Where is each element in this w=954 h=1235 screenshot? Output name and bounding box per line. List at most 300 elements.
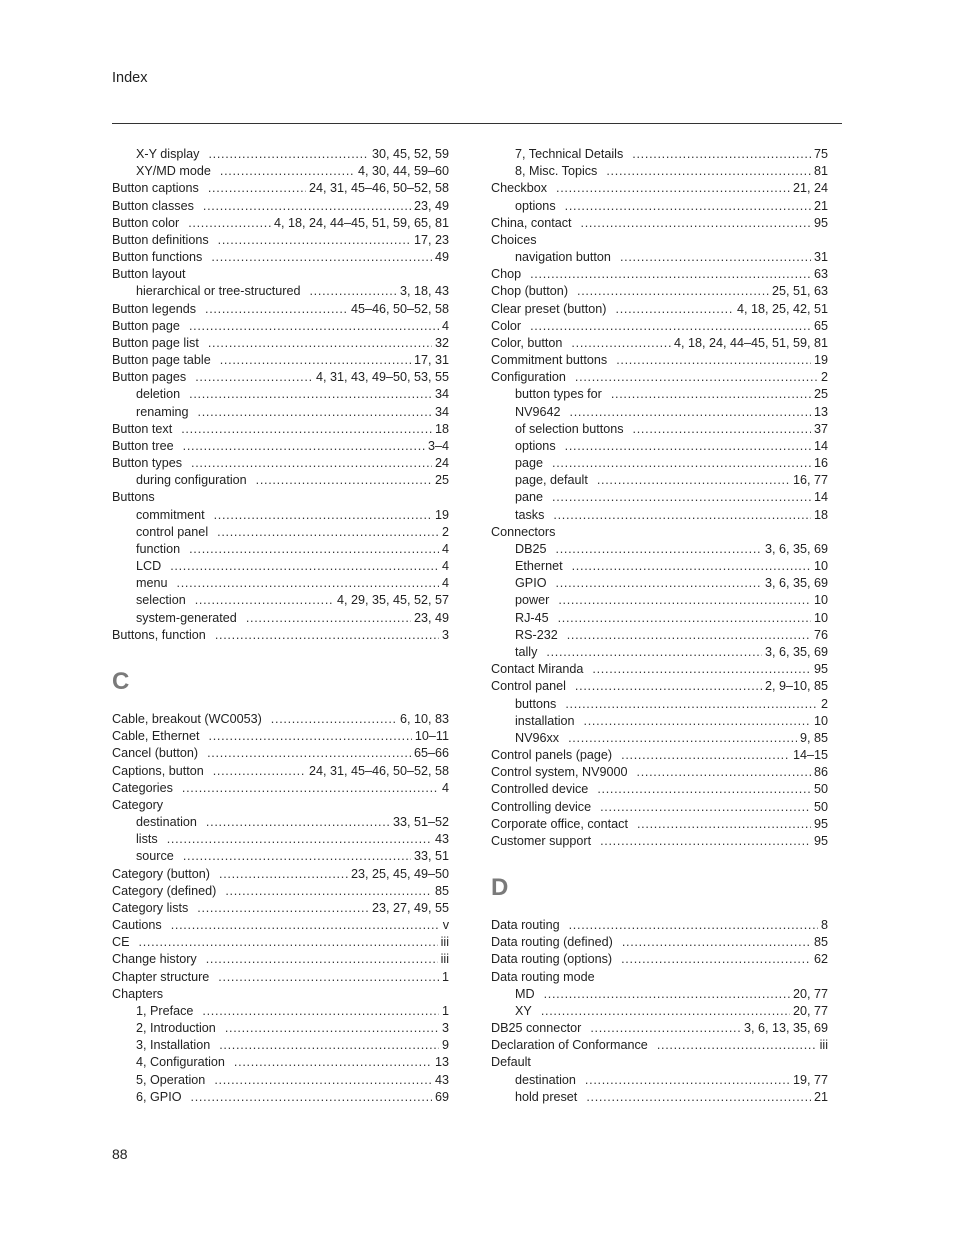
index-page-refs: 49 [434, 250, 449, 265]
index-page-refs: iii [819, 1038, 828, 1053]
dot-leader [219, 1037, 439, 1054]
dot-leader [581, 215, 811, 232]
dot-leader [620, 249, 811, 266]
index-page-refs: 6, 10, 83 [399, 711, 449, 726]
index-term: DB25 connector [491, 1021, 582, 1036]
index-entry [491, 1054, 828, 1071]
dot-leader [234, 1054, 432, 1071]
index-page-refs: 95 [813, 215, 828, 230]
dot-leader [565, 198, 811, 215]
index-term: Chop [491, 267, 522, 282]
index-term: control panel [136, 524, 209, 539]
index-subentry [491, 610, 828, 627]
dot-leader [205, 301, 348, 318]
index-entry [112, 627, 449, 644]
dot-leader [586, 1089, 811, 1106]
index-entry [491, 283, 828, 300]
index-entry [112, 763, 449, 780]
dot-leader [203, 198, 411, 215]
index-entry [491, 1037, 828, 1054]
index-entry [112, 969, 449, 986]
index-term: Default [491, 1055, 531, 1070]
dot-leader [575, 678, 762, 695]
index-page-refs: 20, 77 [792, 1003, 828, 1018]
index-page-refs: 20, 77 [792, 986, 828, 1001]
index-page-refs: 62 [813, 952, 828, 967]
index-term: Control panels (page) [491, 748, 613, 763]
index-term: Button layout [112, 267, 186, 282]
index-subentry [112, 848, 449, 865]
index-term: Button tree [112, 438, 174, 453]
index-subentry [112, 1020, 449, 1037]
index-entry [491, 1020, 828, 1037]
index-entry [112, 249, 449, 266]
index-term: Category (button) [112, 866, 211, 881]
index-term: deletion [136, 387, 181, 402]
index-entry [491, 180, 828, 197]
index-entry [491, 301, 828, 318]
index-entry [491, 266, 828, 283]
index-entry [112, 215, 449, 232]
index-page-refs: 24, 31, 45–46, 50–52, 58 [308, 181, 449, 196]
index-subentry [491, 404, 828, 421]
dot-leader [556, 180, 790, 197]
index-term: 5, Operation [136, 1072, 206, 1087]
index-term: hold preset [515, 1089, 578, 1104]
index-entry [491, 764, 828, 781]
section-letter: D [491, 874, 509, 902]
index-page-refs: 95 [813, 833, 828, 848]
dot-leader [167, 831, 432, 848]
index-page-refs: 19, 77 [792, 1072, 828, 1087]
index-term: Button page table [112, 353, 211, 368]
dot-leader [606, 163, 811, 180]
index-subentry [112, 541, 449, 558]
dot-leader [217, 524, 439, 541]
index-term: Change history [112, 952, 197, 967]
index-entry [491, 969, 828, 986]
index-page-refs: 50 [813, 782, 828, 797]
index-term: Controlled device [491, 782, 589, 797]
dot-leader [616, 301, 734, 318]
index-term: 6, GPIO [136, 1089, 182, 1104]
index-page-refs: 37 [813, 421, 828, 436]
index-page-refs: 23, 49 [413, 610, 449, 625]
index-entry [112, 797, 449, 814]
index-term: tally [515, 644, 538, 659]
index-entry [112, 986, 449, 1003]
index-subentry [112, 163, 449, 180]
dot-leader [195, 369, 313, 386]
index-term: XY/MD mode [136, 164, 211, 179]
index-entry [491, 833, 828, 850]
index-term: 4, Configuration [136, 1055, 225, 1070]
index-page-refs: 23, 25, 45, 49–50 [350, 866, 449, 881]
index-entry [112, 455, 449, 472]
index-term: Checkbox [491, 181, 548, 196]
index-term: Customer support [491, 833, 592, 848]
dot-leader [544, 986, 790, 1003]
index-entry [112, 711, 449, 728]
index-subentry [112, 472, 449, 489]
index-term: Corporate office, contact [491, 816, 628, 831]
index-column-left [112, 146, 449, 1106]
index-page-refs: 24, 31, 45–46, 50–52, 58 [308, 763, 449, 778]
index-term: Connectors [491, 524, 556, 539]
index-term: system-generated [136, 610, 237, 625]
index-page-refs: 23, 49 [413, 198, 449, 213]
index-term: Choices [491, 232, 537, 247]
dot-leader [585, 1072, 790, 1089]
index-term: Chop (button) [491, 284, 569, 299]
index-entry [112, 780, 449, 797]
index-entry [112, 335, 449, 352]
index-page-refs: 10–11 [414, 729, 449, 744]
dot-leader [621, 747, 790, 764]
index-term: Data routing (defined) [491, 935, 613, 950]
index-page-refs: 1 [441, 1003, 449, 1018]
dot-leader [220, 352, 411, 369]
index-page-refs: 8 [820, 918, 828, 933]
index-subentry [491, 730, 828, 747]
index-term: Data routing (options) [491, 952, 613, 967]
index-term: Chapter structure [112, 969, 210, 984]
index-subentry [491, 438, 828, 455]
dot-leader [177, 575, 439, 592]
index-term: MD [515, 986, 535, 1001]
dot-leader [600, 799, 811, 816]
index-term: Color, button [491, 335, 563, 350]
dot-leader [558, 610, 811, 627]
dot-leader [541, 1003, 790, 1020]
index-subentry [491, 713, 828, 730]
index-subentry [491, 472, 828, 489]
index-page-refs: 14–15 [792, 748, 828, 763]
index-term: page [515, 456, 544, 471]
dot-leader [182, 780, 439, 797]
index-page-refs: 81 [813, 164, 828, 179]
index-term: destination [136, 815, 197, 830]
dot-leader [575, 369, 818, 386]
index-page-refs: 4, 18, 24, 44–45, 51, 59, 65, 81 [273, 215, 449, 230]
index-entry [491, 816, 828, 833]
index-term: buttons [515, 696, 557, 711]
index-term: Category lists [112, 900, 189, 915]
index-page-refs: 43 [434, 832, 449, 847]
index-term: of selection buttons [515, 421, 624, 436]
index-page-refs: 4 [441, 559, 449, 574]
index-page-refs: 2 [820, 370, 828, 385]
index-page-refs: iii [440, 935, 449, 950]
index-entry [112, 318, 449, 335]
index-term: NV9642 [515, 404, 561, 419]
index-term: Color [491, 318, 522, 333]
dot-leader [637, 764, 811, 781]
header-rule [112, 123, 842, 124]
index-page-refs: 16 [813, 456, 828, 471]
index-subentry [491, 558, 828, 575]
dot-leader [256, 472, 432, 489]
index-term: Buttons, function [112, 627, 206, 642]
index-subentry [491, 592, 828, 609]
index-subentry [112, 386, 449, 403]
index-page-refs: 4, 18, 24, 44–45, 51, 59, 81 [673, 335, 828, 350]
index-term: Chapters [112, 986, 164, 1001]
index-entry [491, 215, 828, 232]
dot-leader [565, 438, 811, 455]
dot-leader [552, 455, 811, 472]
index-entry [491, 369, 828, 386]
index-page-refs: 9, 85 [799, 730, 828, 745]
dot-leader [565, 696, 818, 713]
index-term: Button captions [112, 181, 199, 196]
index-term: navigation button [515, 250, 611, 265]
dot-leader [183, 848, 411, 865]
index-page-refs: 34 [434, 387, 449, 402]
index-page-refs: 25, 51, 63 [771, 284, 828, 299]
index-entry [112, 866, 449, 883]
index-term: Clear preset (button) [491, 301, 607, 316]
page-number: 88 [112, 1146, 128, 1162]
index-page-refs: 21 [813, 1089, 828, 1104]
index-page-refs: 4 [441, 780, 449, 795]
index-term: page, default [515, 473, 588, 488]
index-entry [491, 352, 828, 369]
index-subentry [112, 814, 449, 831]
index-subentry [491, 541, 828, 558]
index-term: 3, Installation [136, 1038, 211, 1053]
dot-leader [208, 146, 369, 163]
index-entry [112, 917, 449, 934]
index-term: Ethernet [515, 559, 563, 574]
index-term: pane [515, 490, 544, 505]
index-page-refs: 9 [441, 1038, 449, 1053]
index-page-refs: 17, 31 [413, 353, 449, 368]
index-term: Commitment buttons [491, 353, 608, 368]
index-entry [112, 900, 449, 917]
dot-leader [207, 745, 411, 762]
dot-leader [171, 917, 440, 934]
dot-leader [621, 951, 811, 968]
index-page-refs: 18 [434, 421, 449, 436]
dot-leader [567, 627, 811, 644]
index-term: destination [515, 1072, 576, 1087]
index-term: Button types [112, 456, 183, 471]
index-page-refs: 23, 27, 49, 55 [371, 900, 449, 915]
dot-leader [206, 814, 390, 831]
index-entry [112, 232, 449, 249]
dot-leader [191, 455, 432, 472]
dot-leader [553, 507, 811, 524]
index-page-refs: 3, 6, 35, 69 [764, 576, 828, 591]
index-term: XY [515, 1003, 532, 1018]
index-entry [491, 661, 828, 678]
index-term: button types for [515, 387, 602, 402]
index-entry [491, 747, 828, 764]
index-entry [491, 917, 828, 934]
index-page-refs: 19 [434, 507, 449, 522]
index-page-refs: 63 [813, 267, 828, 282]
dot-leader [202, 1003, 439, 1020]
index-subentry [112, 146, 449, 163]
index-entry [112, 438, 449, 455]
index-subentry [491, 163, 828, 180]
index-term: Configuration [491, 370, 566, 385]
dot-leader [556, 575, 762, 592]
dot-leader [209, 728, 412, 745]
dot-leader [218, 232, 411, 249]
index-entry [491, 781, 828, 798]
dot-leader [170, 558, 439, 575]
dot-leader [198, 404, 432, 421]
index-page-refs: 13 [813, 404, 828, 419]
dot-leader [530, 266, 811, 283]
index-entry [112, 489, 449, 506]
index-term: Categories [112, 780, 173, 795]
dot-leader [214, 1072, 432, 1089]
section-letter: C [112, 667, 130, 695]
index-subentry [112, 507, 449, 524]
index-page-refs: 3, 6, 35, 69 [764, 541, 828, 556]
index-page-refs: 4 [441, 318, 449, 333]
index-term: hierarchical or tree-structured [136, 284, 301, 299]
index-entry [112, 180, 449, 197]
index-subentry [491, 575, 828, 592]
index-page-refs: 86 [813, 765, 828, 780]
index-term: options [515, 438, 556, 453]
dot-leader [195, 592, 334, 609]
index-entry [491, 799, 828, 816]
index-term: Button text [112, 421, 173, 436]
index-page-refs: 4 [441, 576, 449, 591]
dot-leader [189, 318, 439, 335]
index-subentry [491, 1003, 828, 1020]
index-term: Button functions [112, 250, 203, 265]
dot-leader [597, 472, 790, 489]
index-page-refs: 31 [813, 250, 828, 265]
dot-leader [592, 661, 811, 678]
dot-leader [590, 1020, 741, 1037]
dot-leader [206, 951, 438, 968]
index-subentry [112, 1072, 449, 1089]
dot-leader [309, 283, 396, 300]
dot-leader [622, 934, 811, 951]
index-page-refs: 3–4 [427, 438, 449, 453]
dot-leader [571, 335, 671, 352]
index-term: commitment [136, 507, 205, 522]
index-page-refs: 25 [434, 473, 449, 488]
index-term: 8, Misc. Topics [515, 164, 598, 179]
index-subentry [491, 1089, 828, 1106]
index-page-refs: 4, 29, 35, 45, 52, 57 [336, 593, 449, 608]
index-entry [112, 745, 449, 762]
index-term: RS-232 [515, 627, 558, 642]
index-term: Buttons [112, 490, 155, 505]
index-page-refs: 10 [813, 610, 828, 625]
index-page-refs: 76 [813, 627, 828, 642]
index-subentry [112, 524, 449, 541]
dot-leader [556, 541, 762, 558]
index-term: source [136, 849, 174, 864]
index-term: Captions, button [112, 763, 204, 778]
index-entry [491, 335, 828, 352]
index-subentry [491, 986, 828, 1003]
index-term: Declaration of Conformance [491, 1038, 648, 1053]
index-term: China, contact [491, 215, 572, 230]
index-term: Category [112, 797, 164, 812]
index-page-refs: 10 [813, 713, 828, 728]
index-page-refs: 24 [434, 456, 449, 471]
index-term: selection [136, 593, 186, 608]
index-page-refs: 4, 31, 43, 49–50, 53, 55 [315, 370, 449, 385]
dot-leader [558, 592, 811, 609]
index-page-refs: 65 [813, 318, 828, 333]
dot-leader [568, 730, 797, 747]
dot-leader [183, 438, 425, 455]
index-subentry [112, 575, 449, 592]
dot-leader [197, 900, 369, 917]
dot-leader [546, 644, 762, 661]
dot-leader [600, 833, 811, 850]
dot-leader [225, 883, 432, 900]
index-page-refs: 95 [813, 816, 828, 831]
index-page-refs: 1 [441, 969, 449, 984]
index-page-refs: 85 [434, 883, 449, 898]
index-subentry [491, 386, 828, 403]
index-term: Cable, Ethernet [112, 729, 200, 744]
dot-leader [139, 934, 438, 951]
index-term: Button page list [112, 335, 199, 350]
index-page-refs: 34 [434, 404, 449, 419]
index-subentry [491, 421, 828, 438]
dot-leader [189, 541, 439, 558]
index-page-refs: v [442, 918, 449, 933]
index-term: Cautions [112, 918, 162, 933]
index-subentry [112, 1054, 449, 1071]
index-entry [112, 352, 449, 369]
index-term: power [515, 593, 550, 608]
index-term: Data routing [491, 918, 560, 933]
dot-leader [211, 249, 432, 266]
index-term: options [515, 198, 556, 213]
dot-leader [219, 866, 348, 883]
dot-leader [218, 969, 439, 986]
index-subentry [491, 249, 828, 266]
index-term: Controlling device [491, 799, 592, 814]
running-header: Index [112, 70, 148, 86]
index-page-refs: 3 [441, 627, 449, 642]
index-page-refs: 50 [813, 799, 828, 814]
index-page-refs: 3, 18, 43 [399, 284, 449, 299]
dot-leader [552, 489, 811, 506]
index-page-refs: 43 [434, 1072, 449, 1087]
index-entry [491, 232, 828, 249]
index-term: during configuration [136, 473, 247, 488]
index-subentry [491, 146, 828, 163]
index-subentry [112, 610, 449, 627]
index-page-refs: 85 [813, 935, 828, 950]
index-page-refs: 10 [813, 559, 828, 574]
dot-leader [632, 146, 811, 163]
index-page-refs: 3, 6, 35, 69 [764, 644, 828, 659]
dot-leader [215, 627, 439, 644]
index-entry [112, 301, 449, 318]
index-term: CE [112, 935, 130, 950]
index-page-refs: 45–46, 50–52, 58 [350, 301, 449, 316]
dot-leader [225, 1020, 439, 1037]
index-subentry [112, 1089, 449, 1106]
dot-leader [188, 215, 271, 232]
